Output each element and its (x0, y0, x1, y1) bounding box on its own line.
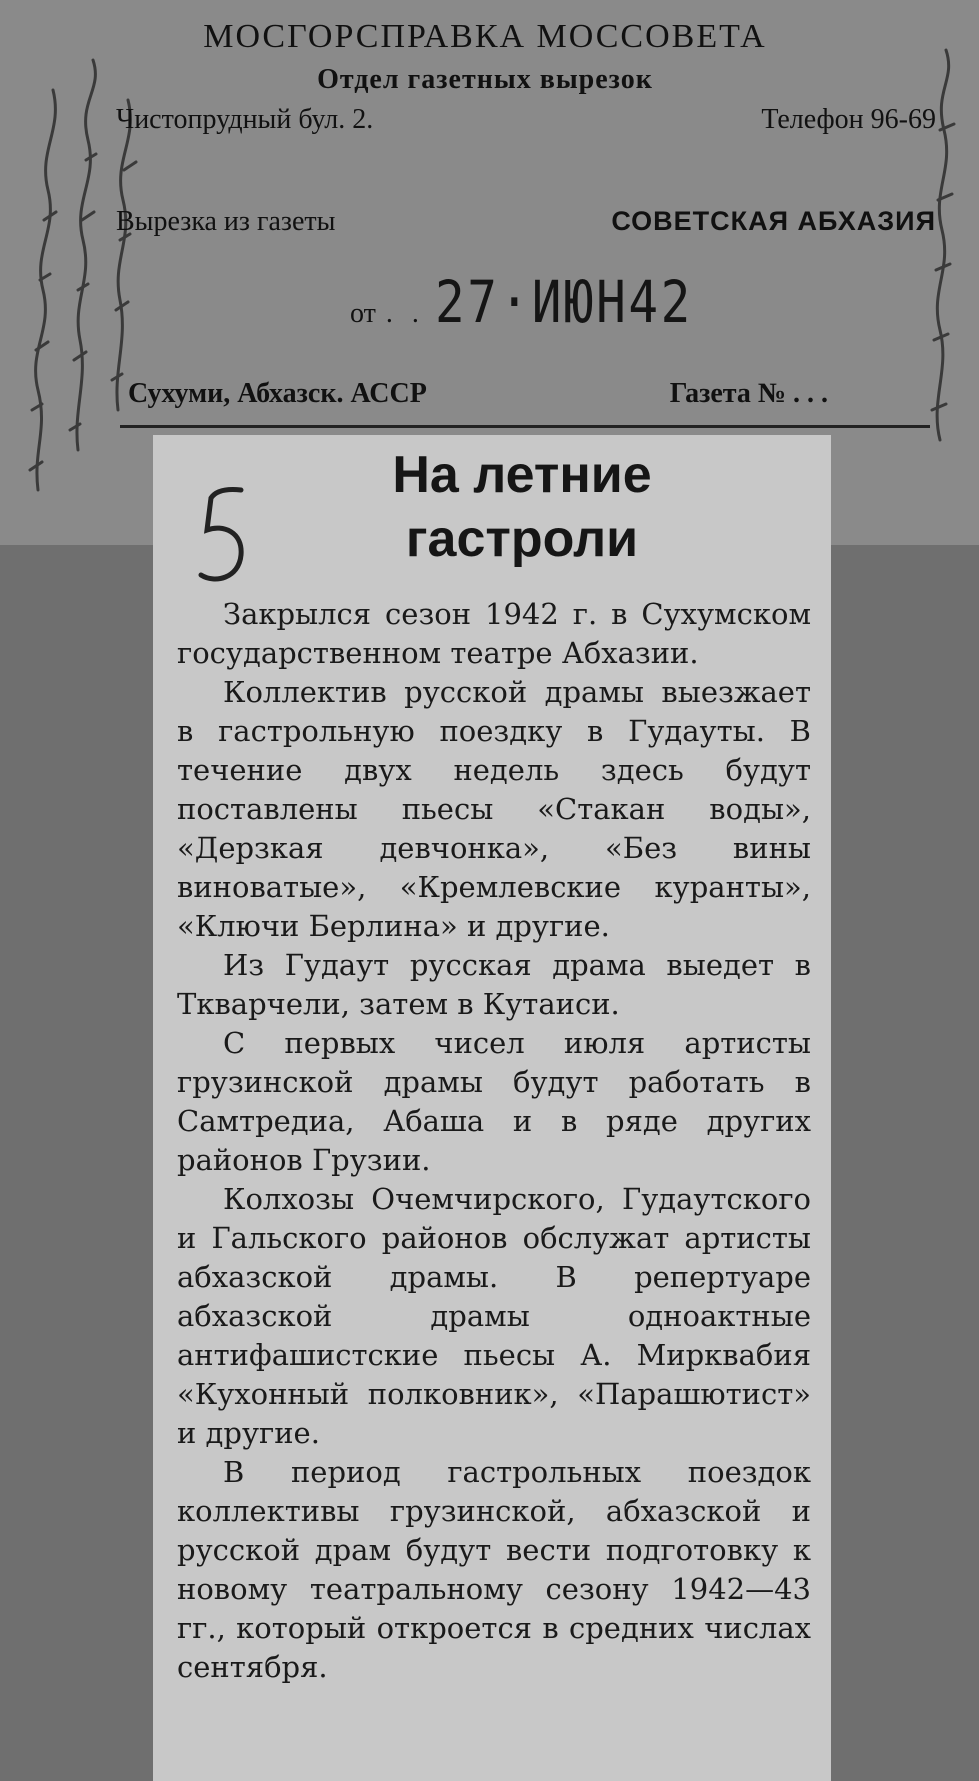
header-divider (120, 425, 930, 428)
address-row (116, 104, 936, 136)
newspaper-name: СОВЕТСКАЯ АБХАЗИЯ (611, 206, 936, 236)
issue-label: Газета № . . . (669, 378, 828, 409)
date-dots: . . (385, 298, 425, 329)
article-title-line-2: гастроли (405, 510, 639, 568)
newspaper-clipping (153, 435, 831, 1781)
source-row (116, 206, 936, 238)
organization-name: МОСГОРСПРАВКА МОССОВЕТА (203, 18, 767, 55)
source-label: Вырезка из газеты (116, 206, 336, 237)
date-row (350, 268, 910, 336)
address: Чистопрудный бул. 2. (116, 104, 374, 135)
article-paragraph: Коллектив русской драмы выезжает в гастрольную поездку в Гудауты. В течение двух недель здесь будут поставлены пьесы «Стакан воды», «Дерзкая девчонка», «Без вины виноватые», «Кремлевские куранты», «Ключи Берлина» и другие. (177, 675, 811, 943)
article-paragraph: Закрылся сезон 1942 г. в Сухумском государственном театре Абхазии. (177, 597, 811, 670)
handwritten-margin-note (8, 30, 158, 500)
date-stamp: 27·ИЮН42 (434, 268, 693, 336)
article-paragraph: Из Гудаут русская драма выедет в Ткварчели, затем в Кутаиси. (177, 948, 811, 1021)
article-title (153, 443, 831, 571)
article-body (177, 595, 811, 1687)
article-paragraph: С первых чисел июля артисты грузинской драмы будут работать в Самтредиа, Абаша и в ряде других районов Грузии. (177, 1026, 811, 1177)
phone: Телефон 96-69 (761, 104, 936, 135)
date-prefix: от (350, 298, 376, 329)
department-name: Отдел газетных вырезок (317, 64, 653, 95)
article-title-line-1: На летние (392, 446, 652, 504)
article-paragraph: В период гастрольных поездок коллективы грузинской, абхазской и русской драм будут вести подготовку к новому театральному сезону 1942—43 гг., который откроется в средних числах сентября. (177, 1455, 811, 1684)
article-paragraph: Колхозы Очемчирского, Гудаутского и Гальского районов обслужат артисты абхазской драмы. В репертуаре абхазской драмы одноактные антифашистские пьесы А. Мирквабия «Кухонный полковник», «Парашютист» и другие. (177, 1182, 811, 1450)
place-row (128, 378, 828, 410)
handwritten-archive-code (910, 30, 972, 450)
place: Сухуми, Абхазск. АССР (128, 378, 427, 409)
